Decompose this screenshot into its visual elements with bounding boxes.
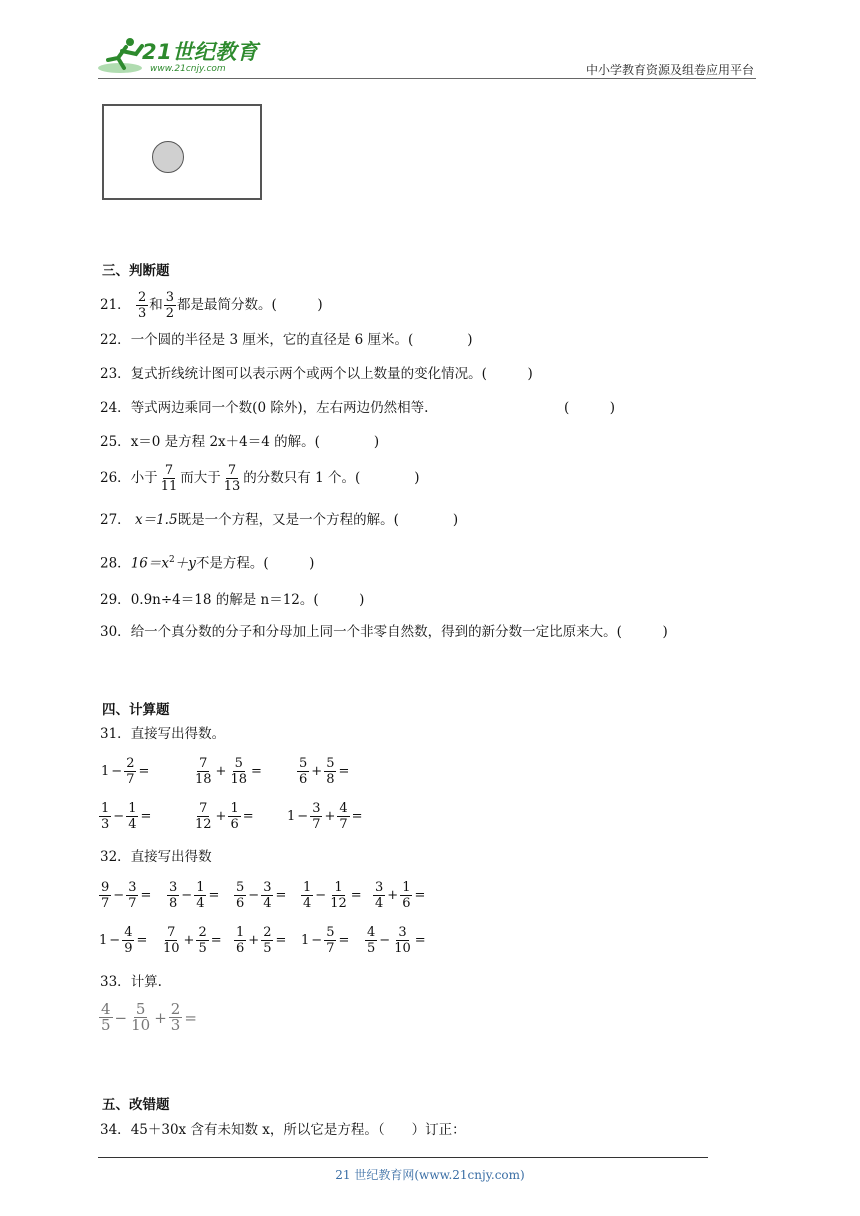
section-title-correction: 五、改错题 (102, 1097, 170, 1113)
question-number: 22． (100, 332, 131, 348)
question-text: 给一个真分数的分子和分母加上同一个非零自然数，得到的新分数一定比原来大。( ) (130, 624, 668, 640)
question-number: 26． (100, 470, 131, 486)
calc-expression: $\frac{1}{6}$ + $\frac{2}{5}$ = (236, 925, 287, 956)
calc-expression: 1 − $\frac{2}{7}$ = (101, 756, 150, 787)
question-number: 32． (100, 849, 131, 865)
question-number: 31． (100, 726, 131, 742)
question-number: 21． (100, 297, 131, 313)
calc-expression: $\frac{5}{6}$ − $\frac{3}{4}$ = (236, 880, 287, 911)
question-text: 计算. (130, 974, 162, 990)
question-text: x＝0 是方程 2x＋4＝4 的解。( ) (130, 434, 380, 450)
calc-expression: 1 − $\frac{3}{7}$ + $\frac{4}{7}$ = (287, 801, 363, 832)
question-text: 0.9n÷4＝18 的解是 n＝12。( ) (130, 592, 365, 608)
circle-figure (152, 141, 184, 173)
exponent: 2 (168, 555, 175, 565)
question-30 (100, 622, 668, 642)
question-number: 34． (100, 1122, 131, 1138)
question-21 (100, 290, 323, 321)
header-divider (98, 78, 756, 79)
question-number: 33． (100, 974, 131, 990)
question-text: 而大于 (180, 470, 221, 486)
question-22 (100, 330, 473, 350)
question-text: 小于 (130, 470, 158, 486)
calc-expression: $\frac{3}{4}$ + $\frac{1}{6}$ = (375, 880, 426, 911)
question-number: 28． (100, 555, 131, 572)
question-33 (100, 972, 162, 992)
calc-expression: $\frac{7}{10}$ + $\frac{2}{5}$ = (163, 925, 222, 956)
question-number: 29． (100, 592, 131, 608)
footer-text[interactable]: 21 世纪教育网(www.21cnjy.com) (335, 1168, 525, 1182)
question-23 (100, 364, 533, 384)
question-text: 直接写出得数 (130, 849, 212, 865)
question-27 (100, 510, 458, 530)
question-text: 一个圆的半径是 3 厘米，它的直径是 6 厘米。( ) (130, 332, 473, 348)
calc-expression: $\frac{9}{7}$ − $\frac{3}{7}$ = (101, 880, 152, 911)
question-25 (100, 432, 379, 452)
question-28 (100, 550, 314, 574)
section-title-judgement: 三、判断题 (102, 263, 170, 279)
calc-expression: $\frac{4}{5}$ − $\frac{3}{10}$ = (367, 925, 426, 956)
question-number: 25． (100, 434, 131, 450)
question-31 (100, 724, 225, 744)
calc-expression: $\frac{1}{4}$ − $\frac{1}{12}$ = (303, 880, 362, 911)
question-text: 不是方程。( ) (195, 555, 315, 572)
calc-expression: 1 − $\frac{5}{7}$ = (301, 925, 350, 956)
question-text: 的分数只有 1 个。( ) (243, 470, 420, 486)
question-number: 23． (100, 366, 131, 382)
calc-expression: $\frac{5}{6}$ + $\frac{5}{8}$ = (299, 756, 350, 787)
math-expression: x＝1.5 (134, 512, 178, 528)
section-title-calculation: 四、计算题 (102, 702, 170, 718)
question-text: 和 (149, 297, 163, 313)
question-number: 27． (100, 512, 131, 528)
header-platform-text: 中小学教育资源及组卷应用平台 (585, 63, 754, 77)
calc-expression: $\frac{4}{5}$ − $\frac{5}{10}$ + $\frac{2}{3}$ = (101, 1000, 197, 1034)
logo-url: www.21cnjy.com (150, 64, 226, 74)
math-expression: ＋y (174, 555, 196, 572)
question-text: 既是一个方程，又是一个方程的解。( ) (177, 512, 459, 528)
fraction: $\frac{7}{11}$ (160, 463, 178, 494)
question-number: 30． (100, 624, 131, 640)
calc-expression: $\frac{7}{18}$ + $\frac{5}{18}$ = (195, 756, 262, 787)
question-32 (100, 847, 212, 867)
calc-expression: $\frac{3}{8}$ − $\frac{1}{4}$ = (169, 880, 220, 911)
question-29 (100, 590, 364, 610)
fraction: $\frac{7}{13}$ (223, 463, 241, 494)
fraction: $\frac{3}{2}$ (165, 290, 175, 321)
logo-text: 21世纪教育 (142, 40, 259, 64)
footer-divider (98, 1157, 708, 1158)
question-text: 复式折线统计图可以表示两个或两个以上数量的变化情况。( ) (130, 366, 533, 382)
calc-expression: $\frac{1}{3}$ − $\frac{1}{4}$ = (101, 801, 152, 832)
question-24 (100, 398, 428, 418)
answer-blank[interactable]: ( ) (564, 400, 616, 416)
calc-expression: $\frac{7}{12}$ + $\frac{1}{6}$ = (195, 801, 254, 832)
calc-expression: 1 − $\frac{4}{9}$ = (99, 925, 148, 956)
question-text: 都是最简分数。( ) (177, 297, 323, 313)
question-text: 等式两边乘同一个数(0 除外)，左右两边仍然相等. (130, 400, 429, 416)
question-text: 45＋30x 含有未知数 x，所以它是方程。（ ）订正： (130, 1122, 466, 1138)
math-expression: 16＝x (130, 555, 169, 572)
question-26 (100, 463, 420, 494)
question-34 (100, 1120, 466, 1140)
question-text: 直接写出得数。 (130, 726, 226, 742)
question-number: 24． (100, 400, 131, 416)
fraction: $\frac{2}{3}$ (137, 290, 147, 321)
